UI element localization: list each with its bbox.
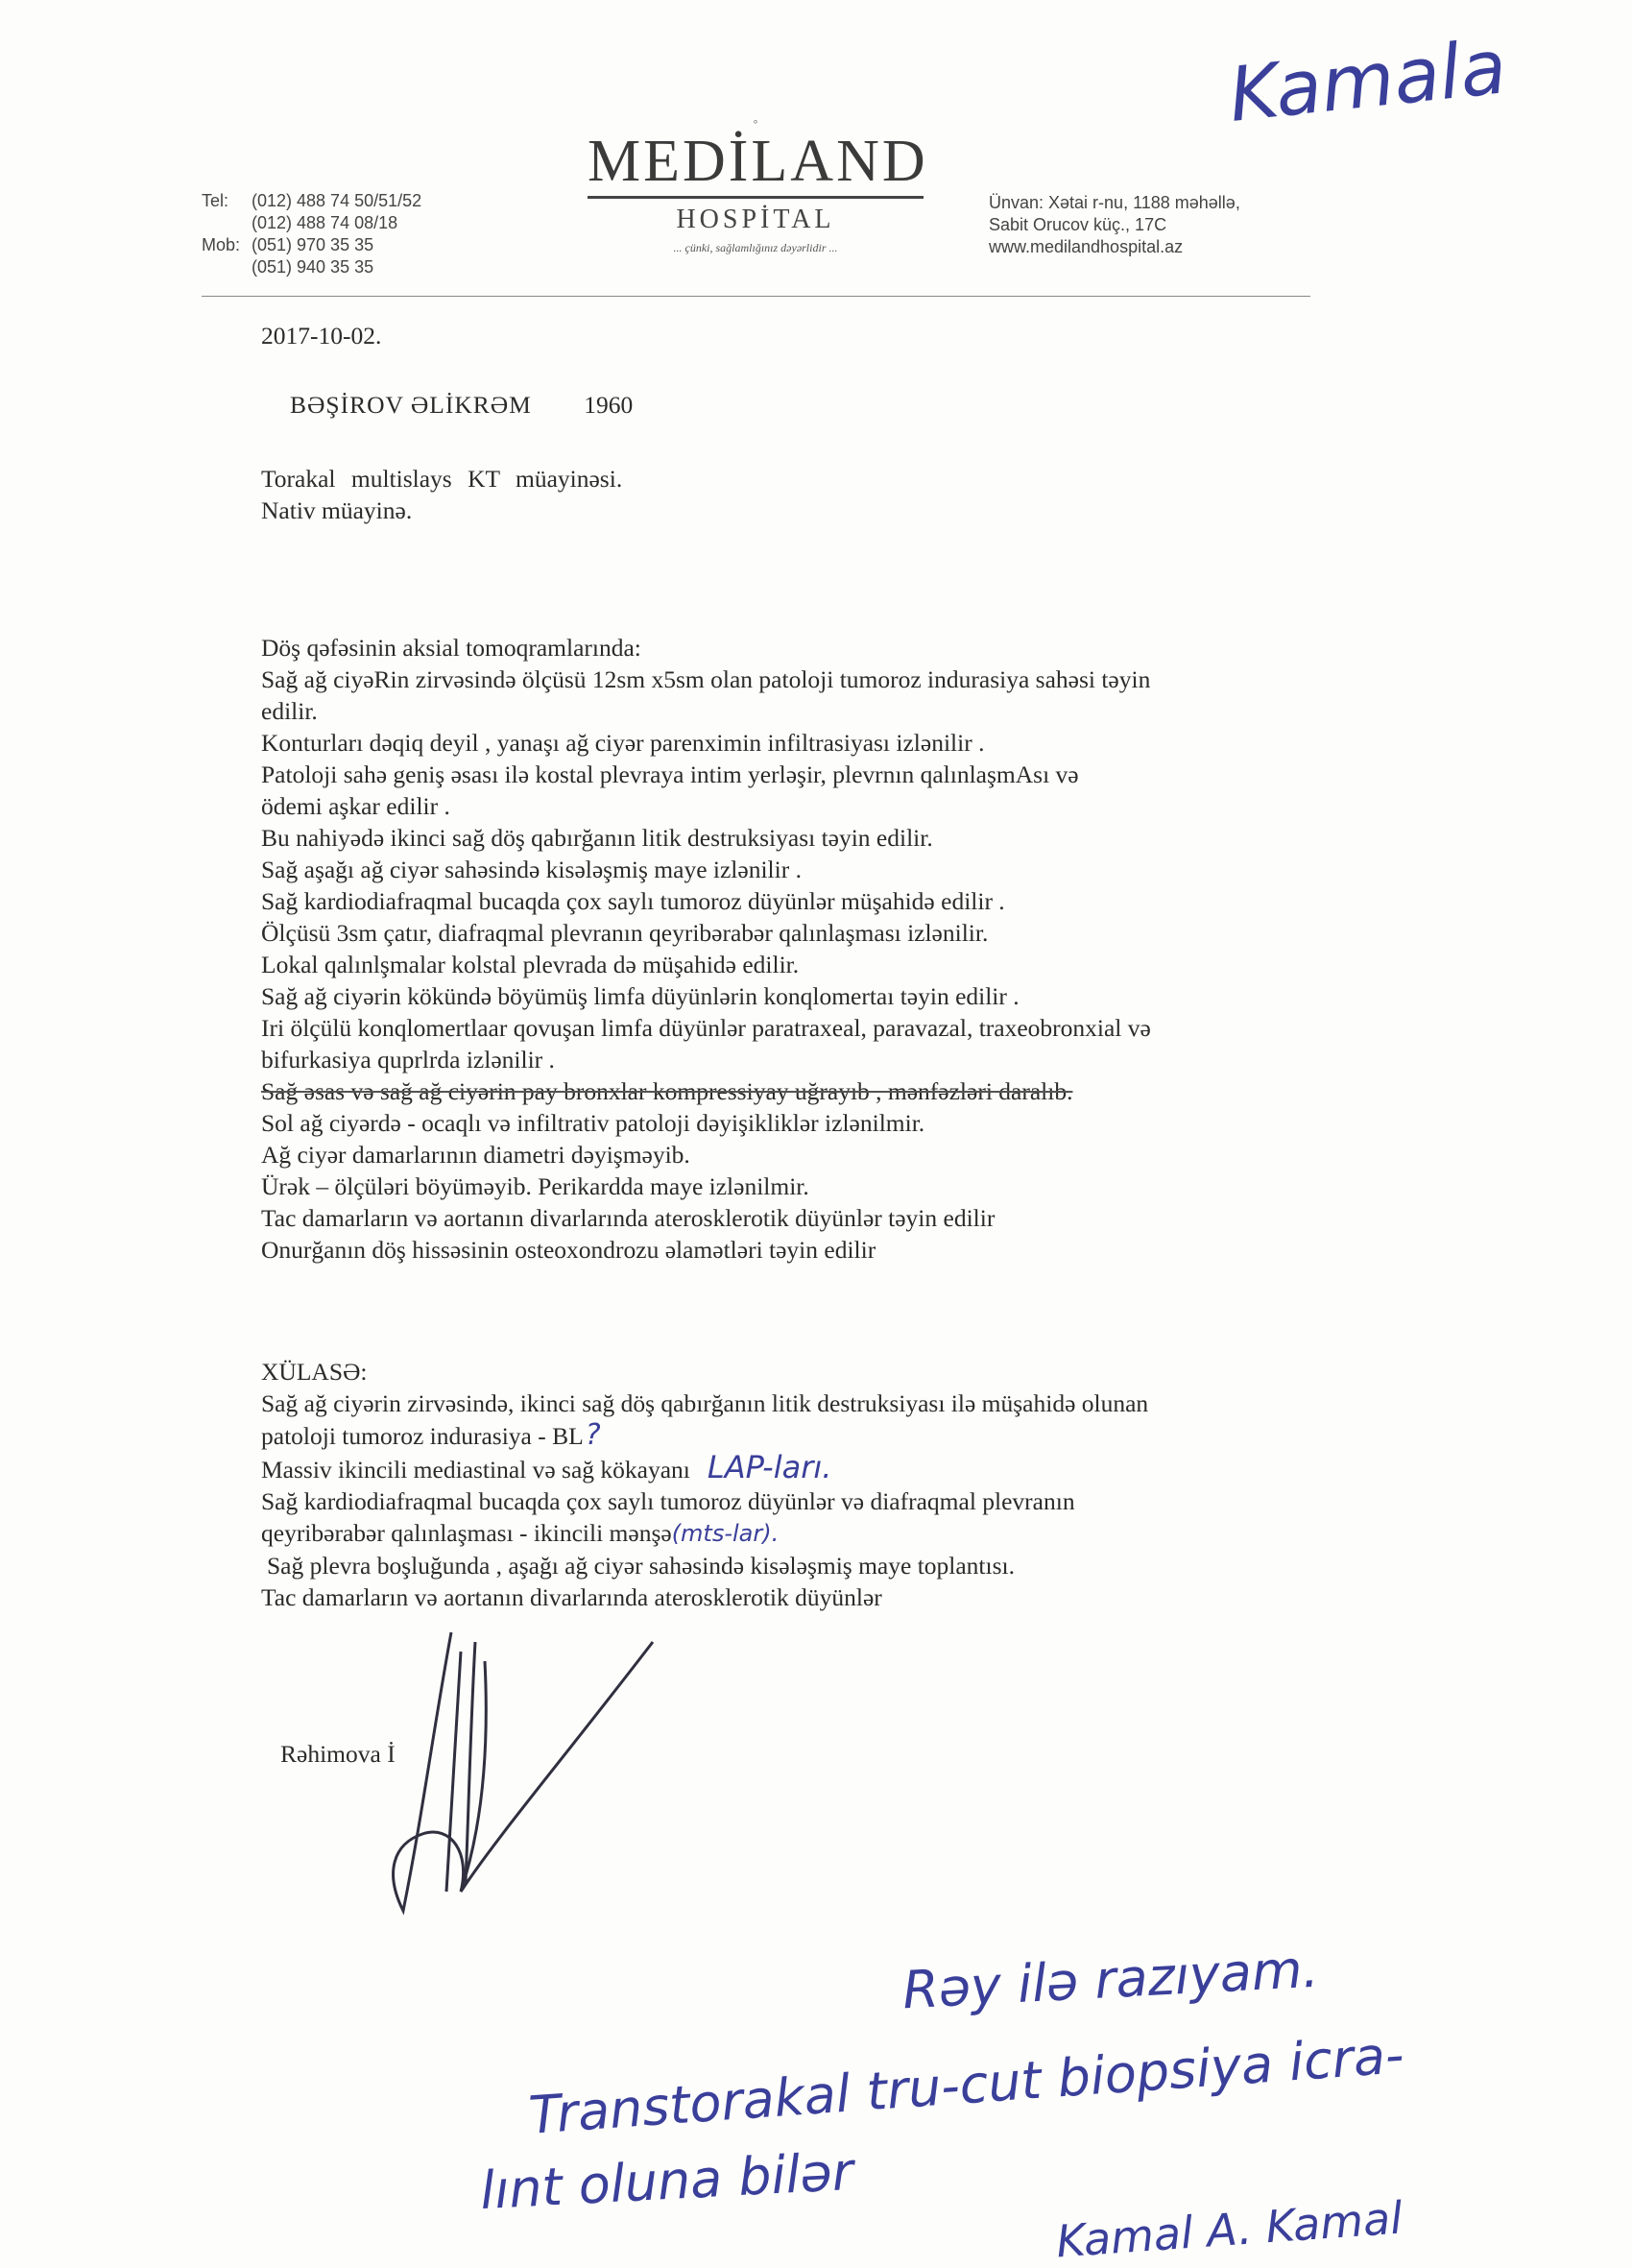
finding-line-struck: Sağ əsas və sağ ağ ciyərin pay bronxlar kompressiyay uğrayıb , mənfəzləri daralıb. (261, 1077, 1073, 1105)
finding-line: Ölçüsü 3sm çatır, diafraqmal plevranın qeyribərabər qalınlaşması izlənilir. (261, 919, 989, 947)
logo-subtitle: HOSPİTAL (676, 205, 835, 234)
summary-line: Sağ ağ ciyərin zirvəsində, ikinci sağ döş qabırğanın litik destruksiyası ilə müşahidə olunan (261, 1389, 1149, 1417)
finding-line: Iri ölçülü konqlomertlaar qovuşan limfa düyünlər paratraxeal, paravazal, traxeobronxial və (261, 1014, 1151, 1042)
finding-line: Patoloji sahə geniş əsası ilə kostal plevraya intim yerləşir, plevrnın qalınlaşmAsı və (261, 760, 1079, 788)
patient-year: 1960 (584, 391, 634, 419)
logo-name: MEDİLAND (588, 129, 928, 194)
finding-line: Sağ ağ ciyəRin zirvəsində ölçüsü 12sm x5sm olan patoloji tumoroz indurasiya sahəsi təyin (261, 665, 1151, 693)
findings-heading: Döş qəfəsinin aksial tomoqramlarında: (261, 634, 641, 662)
summary-heading: XÜLASƏ: (261, 1358, 368, 1386)
finding-line: Onurğanın döş hissəsinin osteoxondrozu əlamətləri təyin edilir (261, 1236, 876, 1264)
summary-line: qeyribərabər qalınlaşması - ikincili mənşə(mts-lar). (261, 1519, 780, 1547)
handwritten-note-line2: Transtorakal tru-cut biopsiya icra- (526, 2024, 1406, 2146)
header-divider (202, 296, 1310, 297)
handwritten-note-signature: Kamal A. Kamal (1054, 2191, 1404, 2268)
finding-line: Ağ ciyər damarlarının diametri dəyişməyib. (261, 1141, 690, 1169)
summary-line: patoloji tumoroz indurasiya - BL? (261, 1418, 601, 1452)
address-line: Ünvan: Xətai r-nu, 1188 məhəllə, (989, 193, 1240, 212)
contact-phones (202, 190, 421, 278)
summary-line: Tac damarların və aortanın divarlarında aterosklerotik düyünlər (261, 1583, 882, 1611)
finding-line: Ürək – ölçüləri böyüməyib. Perikardda maye izlənilmir. (261, 1172, 809, 1200)
doctor-signature (365, 1623, 691, 1940)
finding-line: edilir. (261, 697, 318, 725)
finding-line: bifurkasiya quprlrda izlənilir . (261, 1046, 555, 1074)
summary-line: Sağ kardiodiafraqmal bucaqda çox saylı tumoroz düyünlər və diafraqmal plevranın (261, 1487, 1075, 1515)
handwritten-mts-note: (mts-lar). (671, 1520, 780, 1547)
handwritten-note-line3: lınt oluna bilər (478, 2140, 855, 2222)
finding-line: ödemi aşkar edilir . (261, 792, 450, 820)
phone-row: Tel: (012) 488 74 50/51/52 (202, 191, 422, 210)
summary-section (261, 1356, 1452, 1613)
finding-line: Sol ağ ciyərdə - ocaqlı və infiltrativ patoloji dəyişikliklər izlənilmir. (261, 1109, 925, 1137)
finding-line: Sağ aşağı ağ ciyər sahəsində kisələşmiş maye izlənilir . (261, 856, 802, 883)
hospital-logo (588, 115, 928, 255)
handwritten-lap-note: LAP-ları. (707, 1449, 832, 1485)
address-line: Sabit Orucov küç., 17C (989, 215, 1167, 234)
phone-row: Mob: (051) 970 35 35 (202, 235, 374, 254)
summary-line: Sağ plevra boşluğunda , aşağı ağ ciyər sahəsində kisələşmiş maye toplantısı. (267, 1552, 1015, 1580)
patient-name: BƏŞİROV ƏLİKRƏM (290, 391, 532, 419)
exam-type: Nativ müayinə. (261, 496, 413, 524)
doctor-name: Rəhimova İ (280, 1740, 396, 1768)
patient-info (290, 389, 633, 421)
finding-line: Bu nahiyədə ikinci sağ döş qabırğanın litik destruksiyası təyin edilir. (261, 824, 933, 852)
phone-row: (051) 940 35 35 (252, 257, 374, 277)
hospital-address (989, 192, 1240, 258)
finding-line: Sağ kardiodiafraqmal bucaqda çox saylı tumoroz düyünlər müşahidə edilir . (261, 887, 1005, 915)
logo-ornament: ◦ (753, 115, 758, 130)
finding-line: Lokal qalınlşmalar kolstal plevrada də müşahidə edilir. (261, 951, 800, 978)
handwritten-question-mark: ? (585, 1418, 601, 1452)
logo-divider (588, 196, 924, 199)
findings-section (261, 632, 1452, 1266)
phone-row: (012) 488 74 08/18 (252, 213, 398, 232)
handwritten-name: Kamala (1225, 24, 1511, 139)
report-date: 2017-10-02. (261, 322, 382, 350)
handwritten-note-line1: Rəy ilə razıyam. (900, 1938, 1321, 2021)
finding-line: Sağ ağ ciyərin kökündə böyümüş limfa düyünlərin konqlomertaı təyin edilir . (261, 982, 1020, 1010)
finding-line: Konturları dəqiq deyil , yanaşı ağ ciyər parenximin infiltrasiyası izlənilir . (261, 729, 985, 757)
summary-line: Massiv ikincili mediastinal və sağ kökayanı LAP-ları. (261, 1449, 832, 1485)
address-website: www.medilandhospital.az (989, 237, 1184, 256)
logo-tagline: ... çünki, sağlamlığınız dəyərlidir ... (673, 241, 838, 254)
finding-line: Tac damarların və aortanın divarlarında aterosklerotik düyünlər təyin edilir (261, 1204, 996, 1232)
exam-title: Torakal multislays KT müayinəsi. (261, 465, 623, 493)
